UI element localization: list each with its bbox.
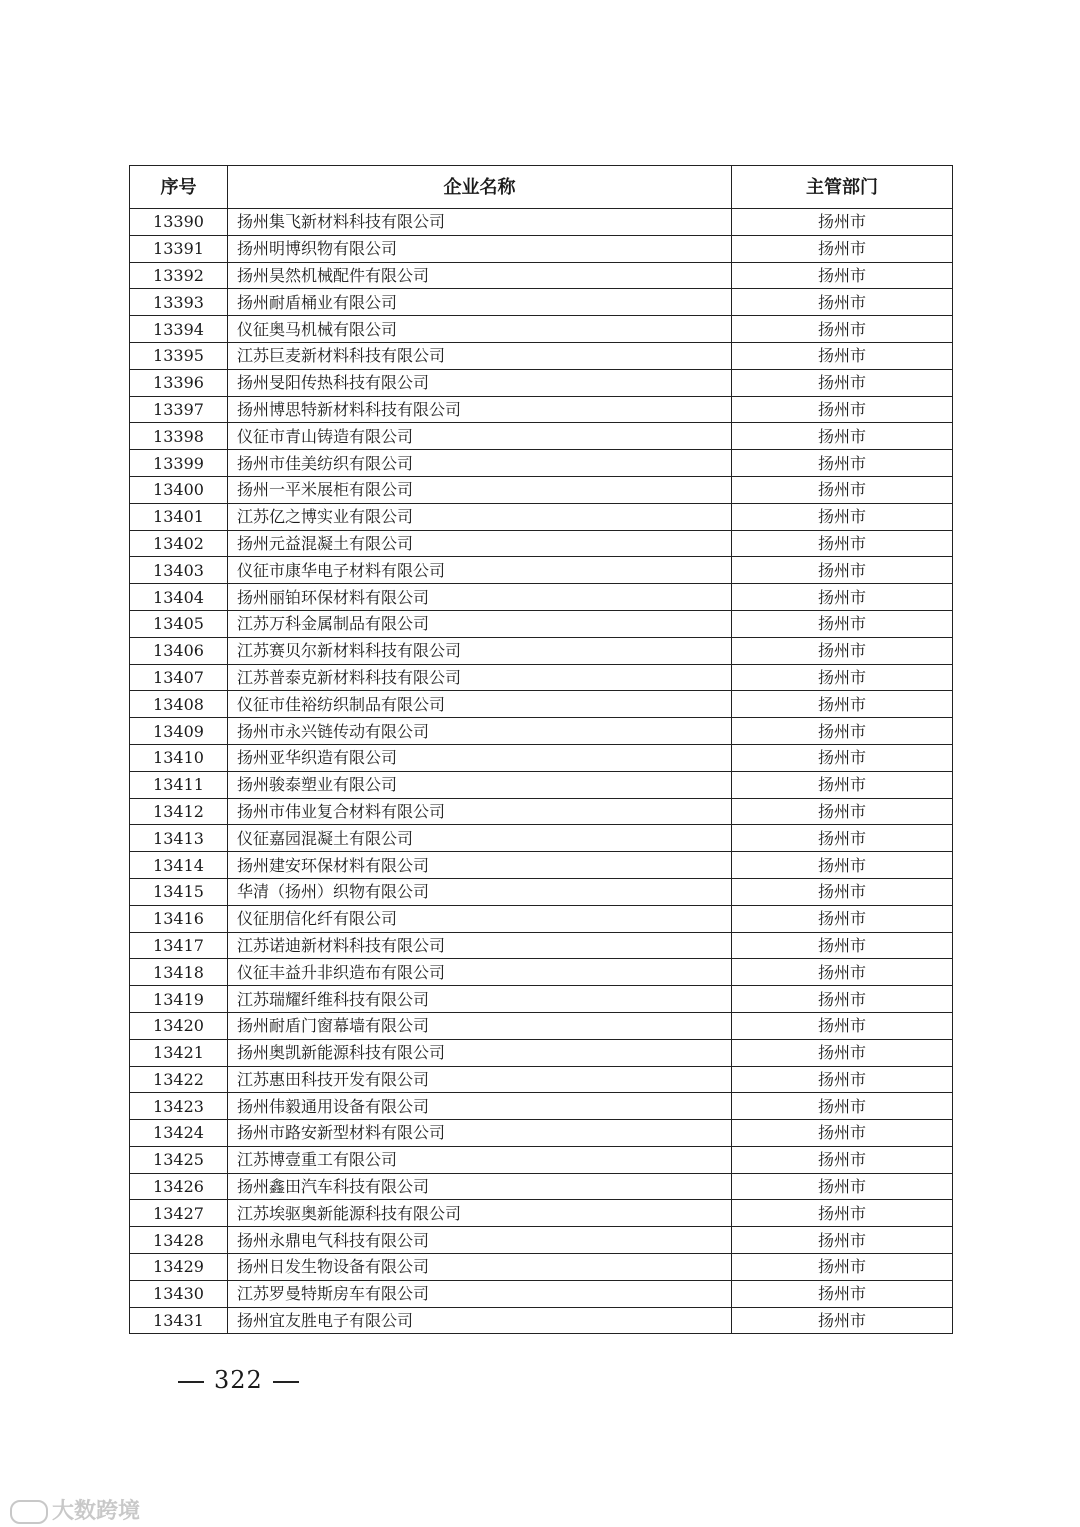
row-index: 13428	[130, 1227, 228, 1254]
table-row	[130, 584, 953, 611]
row-company-name: 扬州鑫田汽车科技有限公司	[228, 1173, 732, 1200]
row-department: 扬州市	[732, 1066, 953, 1093]
row-department: 扬州市	[732, 664, 953, 691]
row-index: 13406	[130, 637, 228, 664]
table-row	[130, 1307, 953, 1334]
row-index: 13404	[130, 584, 228, 611]
row-department: 扬州市	[732, 637, 953, 664]
watermark-logo-icon	[10, 1500, 48, 1524]
row-index: 13419	[130, 986, 228, 1013]
row-department: 扬州市	[732, 1146, 953, 1173]
row-department: 扬州市	[732, 289, 953, 316]
row-department: 扬州市	[732, 691, 953, 718]
row-index: 13426	[130, 1173, 228, 1200]
row-index: 13416	[130, 905, 228, 932]
row-department: 扬州市	[732, 1254, 953, 1281]
row-company-name: 江苏万科金属制品有限公司	[228, 610, 732, 637]
row-company-name: 扬州亚华织造有限公司	[228, 744, 732, 771]
row-index: 13394	[130, 316, 228, 343]
table-row	[130, 1146, 953, 1173]
row-index: 13425	[130, 1146, 228, 1173]
row-company-name: 扬州奥凯新能源科技有限公司	[228, 1039, 732, 1066]
row-department: 扬州市	[732, 1093, 953, 1120]
table-header-row	[130, 166, 953, 209]
table-row	[130, 905, 953, 932]
row-index: 13421	[130, 1039, 228, 1066]
row-department: 扬州市	[732, 905, 953, 932]
row-department: 扬州市	[732, 1173, 953, 1200]
row-index: 13431	[130, 1307, 228, 1334]
row-index: 13411	[130, 771, 228, 798]
row-company-name: 江苏巨麦新材料科技有限公司	[228, 342, 732, 369]
header-company: 企业名称	[228, 166, 732, 209]
row-index: 13399	[130, 450, 228, 477]
row-company-name: 扬州元益混凝土有限公司	[228, 530, 732, 557]
table-row	[130, 530, 953, 557]
row-department: 扬州市	[732, 610, 953, 637]
table-row	[130, 235, 953, 262]
row-index: 13422	[130, 1066, 228, 1093]
row-department: 扬州市	[732, 235, 953, 262]
table-row	[130, 986, 953, 1013]
row-index: 13396	[130, 369, 228, 396]
row-index: 13408	[130, 691, 228, 718]
row-company-name: 扬州市佳美纺织有限公司	[228, 450, 732, 477]
row-department: 扬州市	[732, 262, 953, 289]
table-row	[130, 342, 953, 369]
table-row	[130, 718, 953, 745]
table-row	[130, 1173, 953, 1200]
table-row	[130, 825, 953, 852]
page-number-dash-right	[273, 1381, 299, 1383]
row-department: 扬州市	[732, 1200, 953, 1227]
table-row	[130, 744, 953, 771]
row-index: 13418	[130, 959, 228, 986]
row-department: 扬州市	[732, 1227, 953, 1254]
row-company-name: 江苏普泰克新材料科技有限公司	[228, 664, 732, 691]
row-company-name: 仪征市佳裕纺织制品有限公司	[228, 691, 732, 718]
table-row	[130, 557, 953, 584]
row-company-name: 仪征奥马机械有限公司	[228, 316, 732, 343]
table-row	[130, 209, 953, 236]
row-department: 扬州市	[732, 959, 953, 986]
table-row	[130, 316, 953, 343]
row-index: 13403	[130, 557, 228, 584]
row-company-name: 扬州一平米展柜有限公司	[228, 476, 732, 503]
table-row	[130, 878, 953, 905]
row-department: 扬州市	[732, 771, 953, 798]
row-company-name: 扬州耐盾桶业有限公司	[228, 289, 732, 316]
row-index: 13415	[130, 878, 228, 905]
watermark	[10, 1494, 140, 1525]
row-company-name: 江苏埃驱奥新能源科技有限公司	[228, 1200, 732, 1227]
row-department: 扬州市	[732, 476, 953, 503]
table-row	[130, 798, 953, 825]
row-department: 扬州市	[732, 825, 953, 852]
table-row	[130, 691, 953, 718]
row-company-name: 仪征朋信化纤有限公司	[228, 905, 732, 932]
row-index: 13390	[130, 209, 228, 236]
table-row	[130, 932, 953, 959]
page-number	[168, 1366, 309, 1394]
table-row	[130, 450, 953, 477]
page-number-dash-left	[178, 1381, 204, 1383]
row-department: 扬州市	[732, 450, 953, 477]
row-index: 13424	[130, 1120, 228, 1147]
row-department: 扬州市	[732, 396, 953, 423]
table-row	[130, 503, 953, 530]
table-row	[130, 1254, 953, 1281]
table-row	[130, 1039, 953, 1066]
table-row	[130, 1280, 953, 1307]
row-company-name: 扬州市永兴链传动有限公司	[228, 718, 732, 745]
row-department: 扬州市	[732, 423, 953, 450]
row-department: 扬州市	[732, 209, 953, 236]
row-department: 扬州市	[732, 1120, 953, 1147]
row-company-name: 仪征丰益升非织造布有限公司	[228, 959, 732, 986]
table-row	[130, 637, 953, 664]
row-company-name: 扬州明博织物有限公司	[228, 235, 732, 262]
row-department: 扬州市	[732, 316, 953, 343]
row-department: 扬州市	[732, 1039, 953, 1066]
row-department: 扬州市	[732, 530, 953, 557]
table-row	[130, 369, 953, 396]
row-index: 13429	[130, 1254, 228, 1281]
row-company-name: 仪征市青山铸造有限公司	[228, 423, 732, 450]
row-company-name: 仪征嘉园混凝土有限公司	[228, 825, 732, 852]
table-row	[130, 423, 953, 450]
row-index: 13407	[130, 664, 228, 691]
row-company-name: 江苏惠田科技开发有限公司	[228, 1066, 732, 1093]
row-department: 扬州市	[732, 1307, 953, 1334]
row-company-name: 华清（扬州）织物有限公司	[228, 878, 732, 905]
table-row	[130, 610, 953, 637]
table-row	[130, 1012, 953, 1039]
row-index: 13427	[130, 1200, 228, 1227]
row-department: 扬州市	[732, 584, 953, 611]
watermark-text: 大数跨境	[52, 1499, 141, 1524]
row-index: 13414	[130, 852, 228, 879]
row-company-name: 江苏赛贝尔新材料科技有限公司	[228, 637, 732, 664]
row-department: 扬州市	[732, 342, 953, 369]
row-index: 13395	[130, 342, 228, 369]
row-company-name: 扬州建安环保材料有限公司	[228, 852, 732, 879]
row-company-name: 扬州昊然机械配件有限公司	[228, 262, 732, 289]
row-index: 13409	[130, 718, 228, 745]
row-index: 13405	[130, 610, 228, 637]
row-department: 扬州市	[732, 503, 953, 530]
row-company-name: 扬州耐盾门窗幕墙有限公司	[228, 1012, 732, 1039]
row-company-name: 扬州宜友胜电子有限公司	[228, 1307, 732, 1334]
table-row	[130, 1227, 953, 1254]
table-row	[130, 959, 953, 986]
row-index: 13410	[130, 744, 228, 771]
table-row	[130, 289, 953, 316]
row-index: 13392	[130, 262, 228, 289]
row-department: 扬州市	[732, 1280, 953, 1307]
row-company-name: 江苏诺迪新材料科技有限公司	[228, 932, 732, 959]
table-row	[130, 771, 953, 798]
row-company-name: 江苏博壹重工有限公司	[228, 1146, 732, 1173]
row-index: 13412	[130, 798, 228, 825]
row-company-name: 扬州市伟业复合材料有限公司	[228, 798, 732, 825]
row-index: 13420	[130, 1012, 228, 1039]
row-index: 13393	[130, 289, 228, 316]
table-row	[130, 664, 953, 691]
table-row	[130, 476, 953, 503]
row-company-name: 扬州伟毅通用设备有限公司	[228, 1093, 732, 1120]
row-company-name: 仪征市康华电子材料有限公司	[228, 557, 732, 584]
row-department: 扬州市	[732, 744, 953, 771]
row-index: 13413	[130, 825, 228, 852]
row-company-name: 扬州集飞新材料科技有限公司	[228, 209, 732, 236]
row-company-name: 扬州日发生物设备有限公司	[228, 1254, 732, 1281]
row-department: 扬州市	[732, 557, 953, 584]
row-index: 13400	[130, 476, 228, 503]
table-row	[130, 1093, 953, 1120]
row-index: 13423	[130, 1093, 228, 1120]
page-number-text: 322	[214, 1366, 263, 1394]
row-index: 13430	[130, 1280, 228, 1307]
table-row	[130, 1120, 953, 1147]
table-row	[130, 852, 953, 879]
table-row	[130, 1066, 953, 1093]
row-department: 扬州市	[732, 932, 953, 959]
row-department: 扬州市	[732, 852, 953, 879]
company-table	[129, 165, 953, 1334]
table-row	[130, 1200, 953, 1227]
row-index: 13417	[130, 932, 228, 959]
row-department: 扬州市	[732, 369, 953, 396]
row-company-name: 扬州永鼎电气科技有限公司	[228, 1227, 732, 1254]
row-company-name: 扬州骏泰塑业有限公司	[228, 771, 732, 798]
row-index: 13391	[130, 235, 228, 262]
row-department: 扬州市	[732, 986, 953, 1013]
table-row	[130, 396, 953, 423]
row-index: 13398	[130, 423, 228, 450]
row-company-name: 江苏罗曼特斯房车有限公司	[228, 1280, 732, 1307]
table-row	[130, 262, 953, 289]
header-index: 序号	[130, 166, 228, 209]
row-department: 扬州市	[732, 1012, 953, 1039]
row-index: 13397	[130, 396, 228, 423]
row-company-name: 江苏亿之博实业有限公司	[228, 503, 732, 530]
row-index: 13402	[130, 530, 228, 557]
row-company-name: 江苏瑞耀纤维科技有限公司	[228, 986, 732, 1013]
row-company-name: 扬州丽铂环保材料有限公司	[228, 584, 732, 611]
header-department: 主管部门	[732, 166, 953, 209]
row-company-name: 扬州旻阳传热科技有限公司	[228, 369, 732, 396]
row-company-name: 扬州市路安新型材料有限公司	[228, 1120, 732, 1147]
row-index: 13401	[130, 503, 228, 530]
company-table-container	[129, 165, 952, 1334]
row-department: 扬州市	[732, 878, 953, 905]
row-company-name: 扬州博思特新材料科技有限公司	[228, 396, 732, 423]
row-department: 扬州市	[732, 718, 953, 745]
row-department: 扬州市	[732, 798, 953, 825]
